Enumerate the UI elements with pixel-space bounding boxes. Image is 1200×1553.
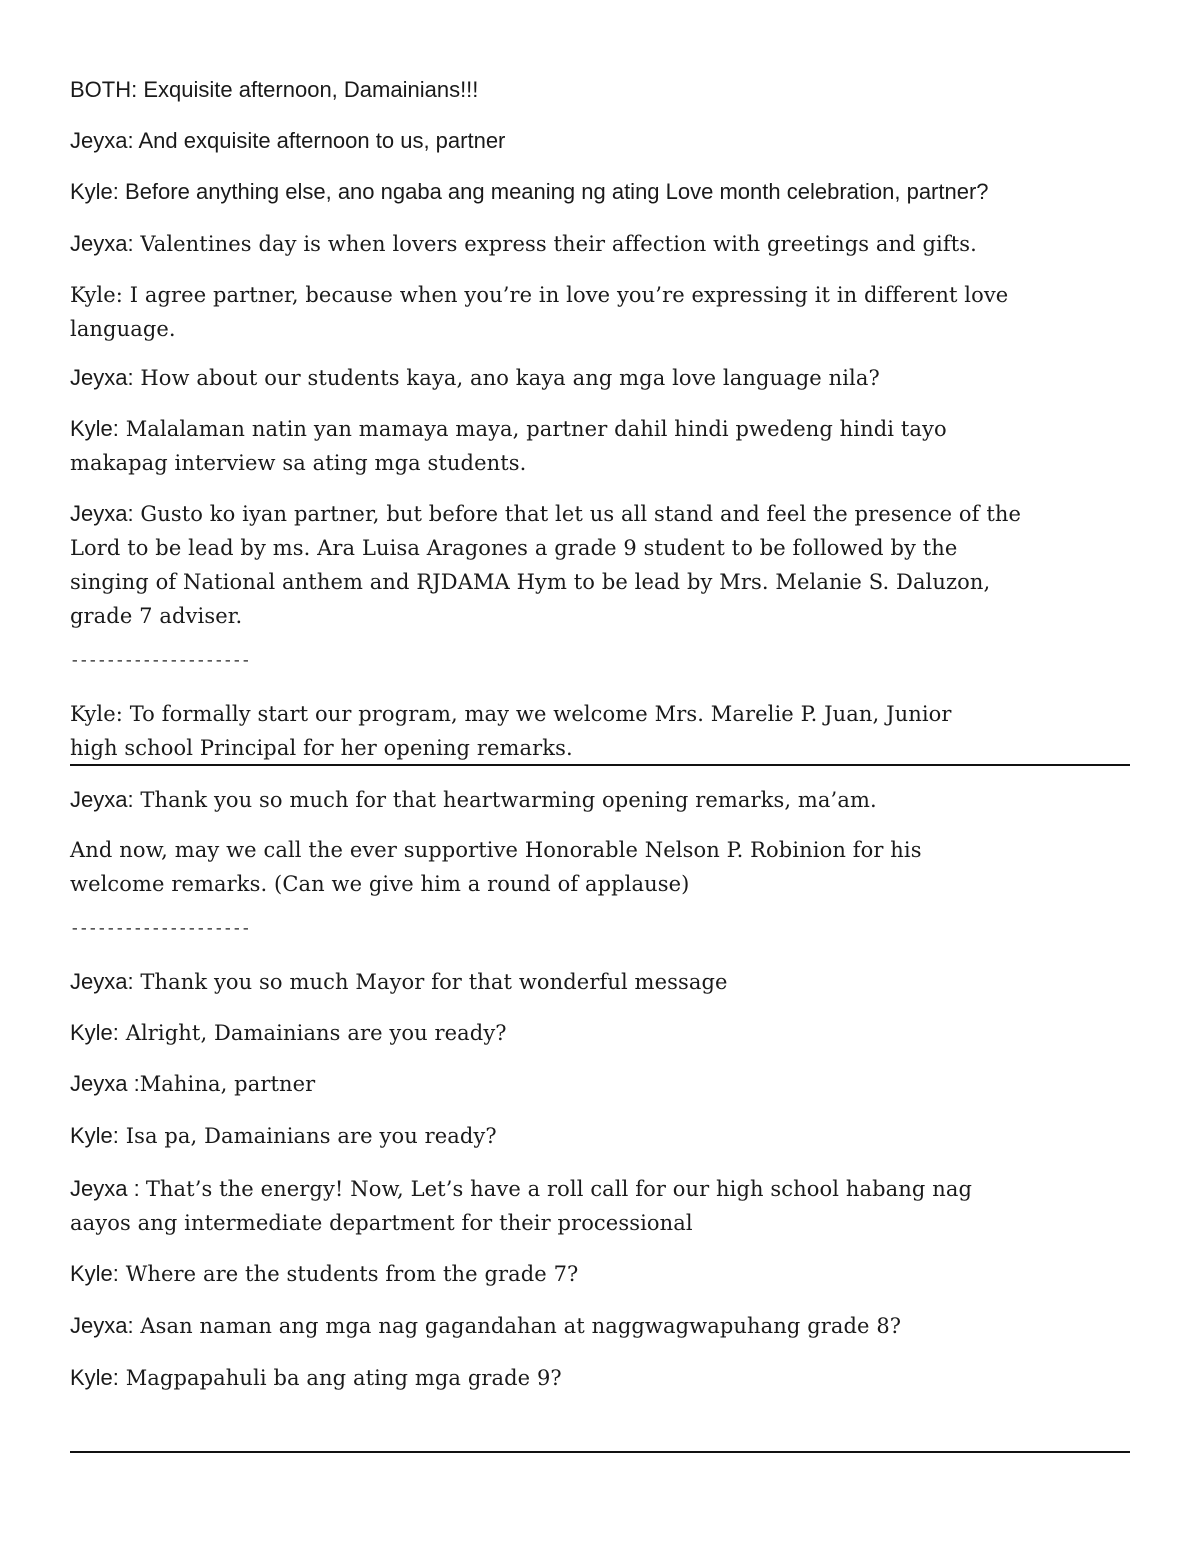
line-jeyxa-energy <box>70 1172 972 1209</box>
speaker-label: Jeyxa: <box>70 787 134 812</box>
line-jeyxa-valentines <box>70 227 977 264</box>
line-text: Malalaman natin yan mamaya maya, partner dahil hindi pwedeng hindi tayo <box>118 417 947 441</box>
line-text: Gusto ko iyan partner, but before that let us all stand and feel the presence of the <box>133 502 1022 526</box>
line-jeyxa-energy-cont: aayos ang intermediate department for their processional <box>70 1211 693 1235</box>
line-jeyxa-gusto-cont-3: grade 7 adviser. <box>70 604 243 628</box>
line-jeyxa-mahina <box>70 1067 315 1104</box>
line-kyle-agree: Kyle: I agree partner, because when you’re in love you’re expressing it in different love <box>70 283 1009 307</box>
line-kyle-malalaman-cont: makapag interview sa ating mga students. <box>70 451 527 475</box>
line-both-greeting: BOTH: Exquisite afternoon, Damainians!!! <box>70 77 479 102</box>
line-text: Alright, Damainians are you ready? <box>118 1021 507 1045</box>
line-kyle-ready <box>70 1016 507 1053</box>
line-kyle-program-start: Kyle: To formally start our program, may we welcome Mrs. Marelie P. Juan, Junior <box>70 702 952 726</box>
line-text: That’s the energy! Now, Let’s have a roll call for our high school habang nag <box>145 1177 972 1201</box>
line-jeyxa-greeting: Jeyxa: And exquisite afternoon to us, partner <box>70 128 506 153</box>
speaker-label: Jeyxa : <box>70 1071 140 1096</box>
speaker-label: Kyle: <box>70 1020 119 1045</box>
speaker-label: Jeyxa : <box>70 1176 146 1201</box>
dashed-separator-1: -------------------- <box>70 652 251 670</box>
line-jeyxa-gusto-cont-1: Lord to be lead by ms. Ara Luisa Aragones a grade 9 student to be followed by the <box>70 536 958 560</box>
line-welcome-remarks-call-cont: welcome remarks. (Can we give him a round of applause) <box>70 872 690 896</box>
line-text: Magpapahuli ba ang ating mga grade 9? <box>118 1366 562 1390</box>
line-text: Thank you so much Mayor for that wonderful message <box>133 970 728 994</box>
speaker-label: Kyle: <box>70 1261 119 1286</box>
speaker-label: Kyle: <box>70 1365 119 1390</box>
horizontal-rule-1 <box>70 764 1130 766</box>
line-jeyxa-thanks-mayor <box>70 965 728 1002</box>
line-text: Valentines day is when lovers express their affection with greetings and gifts. <box>133 232 977 256</box>
line-kyle-program-start-cont: high school Principal for her opening remarks. <box>70 736 573 760</box>
line-kyle-agree-cont: language. <box>70 317 176 341</box>
speaker-label: Kyle: <box>70 416 119 441</box>
speaker-label: Jeyxa: <box>70 231 134 256</box>
speaker-label: Kyle: <box>70 1123 119 1148</box>
speaker-label: Jeyxa: <box>70 501 134 526</box>
speaker-label: Jeyxa: <box>70 1313 134 1338</box>
line-jeyxa-gusto <box>70 497 1021 534</box>
line-kyle-grade-7 <box>70 1257 578 1294</box>
speaker-label: Jeyxa: <box>70 969 134 994</box>
line-kyle-isa-pa <box>70 1119 497 1156</box>
line-text: Mahina, partner <box>139 1072 316 1096</box>
line-kyle-grade-9 <box>70 1361 562 1398</box>
line-welcome-remarks-call: And now, may we call the ever supportive Honorable Nelson P. Robinion for his <box>70 838 922 862</box>
line-jeyxa-thanks-opening <box>70 783 877 820</box>
line-text: Asan naman ang mga nag gagandahan at naggwagwapuhang grade 8? <box>133 1314 902 1338</box>
line-text: Isa pa, Damainians are you ready? <box>118 1124 497 1148</box>
dashed-separator-2: -------------------- <box>70 920 251 938</box>
line-kyle-malalaman <box>70 412 947 449</box>
line-jeyxa-love-language <box>70 361 880 398</box>
horizontal-rule-2 <box>70 1451 1130 1453</box>
line-text: How about our students kaya, ano kaya ang mga love language nila? <box>133 366 880 390</box>
line-jeyxa-grade-8 <box>70 1309 901 1346</box>
line-text: Where are the students from the grade 7? <box>118 1262 579 1286</box>
line-jeyxa-gusto-cont-2: singing of National anthem and RJDAMA Hym to be lead by Mrs. Melanie S. Daluzon, <box>70 570 991 594</box>
line-kyle-question: Kyle: Before anything else, ano ngaba ang meaning ng ating Love month celebration, partner? <box>70 179 989 204</box>
speaker-label: Jeyxa: <box>70 365 134 390</box>
line-text: Thank you so much for that heartwarming opening remarks, ma’am. <box>133 788 877 812</box>
